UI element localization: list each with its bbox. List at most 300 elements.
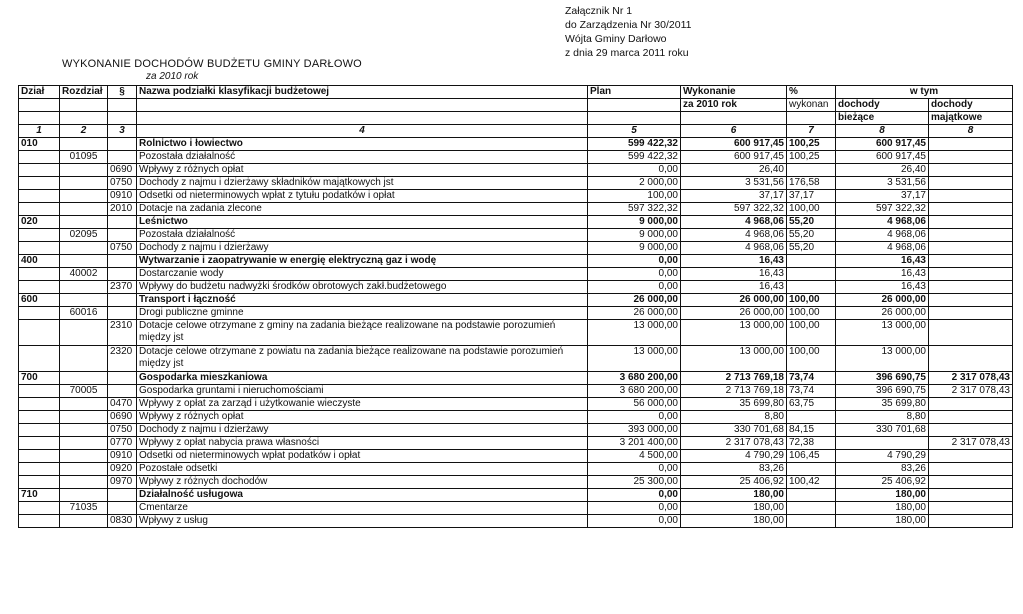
cell-wykonanie: 600 917,45 bbox=[681, 151, 787, 164]
cell-plan: 100,00 bbox=[588, 190, 681, 203]
cell-plan: 3 201 400,00 bbox=[588, 437, 681, 450]
cell-name: Pozostała działalność bbox=[137, 151, 588, 164]
header-dzial: Dział bbox=[19, 86, 60, 99]
cell-rozdzial bbox=[60, 255, 108, 268]
cell-wykonanie: 13 000,00 bbox=[681, 320, 787, 346]
cell-biezace: 25 406,92 bbox=[836, 476, 929, 489]
cell-name: Rolnictwo i łowiectwo bbox=[137, 138, 588, 151]
annex-note bbox=[565, 4, 691, 60]
cell-paragraf bbox=[108, 151, 137, 164]
annex-date: z dnia 29 marca 2011 roku bbox=[565, 47, 689, 59]
table-row bbox=[19, 320, 1013, 346]
header-w-tym: w tym bbox=[836, 86, 1013, 99]
cell-majatkowe bbox=[929, 502, 1013, 515]
cell-plan: 0,00 bbox=[588, 268, 681, 281]
table-row bbox=[19, 385, 1013, 398]
cell-paragraf bbox=[108, 502, 137, 515]
cell-majatkowe: 2 317 078,43 bbox=[929, 437, 1013, 450]
table-row bbox=[19, 463, 1013, 476]
cell-biezace: 4 968,06 bbox=[836, 216, 929, 229]
revenue-table bbox=[18, 85, 1013, 528]
cell-procent: 176,58 bbox=[787, 177, 836, 190]
cell-paragraf bbox=[108, 489, 137, 502]
cell-wykonanie: 600 917,45 bbox=[681, 138, 787, 151]
cell-wykonanie: 4 790,29 bbox=[681, 450, 787, 463]
cell-paragraf: 0830 bbox=[108, 515, 137, 528]
cell-name: Dotacje celowe otrzymane z gminy na zadania bieżące realizowane na podstawie porozumień między jst bbox=[137, 320, 588, 346]
cell-plan: 599 422,32 bbox=[588, 138, 681, 151]
table-row bbox=[19, 229, 1013, 242]
cell-biezace: 600 917,45 bbox=[836, 151, 929, 164]
cell-name: Pozostała działalność bbox=[137, 229, 588, 242]
cell-majatkowe: 2 317 078,43 bbox=[929, 372, 1013, 385]
cell-name: Cmentarze bbox=[137, 502, 588, 515]
column-index: 6 bbox=[681, 125, 787, 138]
header-row bbox=[19, 99, 1013, 112]
cell-dzial bbox=[19, 437, 60, 450]
cell-dzial bbox=[19, 398, 60, 411]
cell-procent: 72,38 bbox=[787, 437, 836, 450]
cell-biezace: 26 000,00 bbox=[836, 294, 929, 307]
cell-dzial bbox=[19, 476, 60, 489]
cell-wykonanie: 26 000,00 bbox=[681, 294, 787, 307]
cell-dzial bbox=[19, 203, 60, 216]
cell-paragraf: 2370 bbox=[108, 281, 137, 294]
cell-procent bbox=[787, 463, 836, 476]
cell-wykonanie: 13 000,00 bbox=[681, 346, 787, 372]
cell-procent: 100,00 bbox=[787, 320, 836, 346]
header-row bbox=[19, 86, 1013, 99]
cell-dzial bbox=[19, 424, 60, 437]
document-title: WYKONANIE DOCHODÓW BUDŻETU GMINY DARŁOWO bbox=[62, 58, 362, 70]
cell-majatkowe bbox=[929, 255, 1013, 268]
cell-name: Gospodarka gruntami i nieruchomościami bbox=[137, 385, 588, 398]
cell-paragraf: 0920 bbox=[108, 463, 137, 476]
cell-plan: 9 000,00 bbox=[588, 216, 681, 229]
cell-biezace: 26,40 bbox=[836, 164, 929, 177]
cell-plan: 13 000,00 bbox=[588, 346, 681, 372]
header-wykonanie-1: Wykonanie bbox=[681, 86, 787, 99]
cell-plan: 0,00 bbox=[588, 281, 681, 294]
cell-paragraf: 2310 bbox=[108, 320, 137, 346]
header-procent-2: wykonan bbox=[787, 99, 836, 112]
cell-plan: 3 680 200,00 bbox=[588, 372, 681, 385]
cell-plan: 9 000,00 bbox=[588, 242, 681, 255]
cell-procent: 63,75 bbox=[787, 398, 836, 411]
cell-wykonanie: 83,26 bbox=[681, 463, 787, 476]
cell-wykonanie: 16,43 bbox=[681, 255, 787, 268]
table-row bbox=[19, 307, 1013, 320]
table-row bbox=[19, 437, 1013, 450]
cell-dzial bbox=[19, 463, 60, 476]
cell-majatkowe bbox=[929, 320, 1013, 346]
cell-name: Leśnictwo bbox=[137, 216, 588, 229]
cell-plan: 9 000,00 bbox=[588, 229, 681, 242]
cell-biezace: 180,00 bbox=[836, 515, 929, 528]
cell-dzial: 010 bbox=[19, 138, 60, 151]
cell-wykonanie: 16,43 bbox=[681, 281, 787, 294]
cell-plan: 56 000,00 bbox=[588, 398, 681, 411]
table-row bbox=[19, 151, 1013, 164]
table-row bbox=[19, 281, 1013, 294]
cell-procent bbox=[787, 502, 836, 515]
cell-biezace: 597 322,32 bbox=[836, 203, 929, 216]
cell-wykonanie: 180,00 bbox=[681, 515, 787, 528]
section-row bbox=[19, 216, 1013, 229]
cell-wykonanie: 2 713 769,18 bbox=[681, 385, 787, 398]
annex-number: Załącznik Nr 1 bbox=[565, 5, 633, 17]
cell-paragraf bbox=[108, 229, 137, 242]
cell-biezace: 13 000,00 bbox=[836, 346, 929, 372]
cell-procent bbox=[787, 255, 836, 268]
cell-biezace: 180,00 bbox=[836, 489, 929, 502]
cell-biezace: 396 690,75 bbox=[836, 372, 929, 385]
cell-paragraf bbox=[108, 385, 137, 398]
cell-procent: 100,00 bbox=[787, 307, 836, 320]
header-majatkowe-2: majątkowe bbox=[929, 112, 1013, 125]
cell-wykonanie: 597 322,32 bbox=[681, 203, 787, 216]
cell-name: Odsetki od nieterminowych wpłat podatków i opłat bbox=[137, 450, 588, 463]
cell-majatkowe bbox=[929, 177, 1013, 190]
cell-plan: 4 500,00 bbox=[588, 450, 681, 463]
cell-name: Transport i łączność bbox=[137, 294, 588, 307]
cell-plan: 0,00 bbox=[588, 164, 681, 177]
cell-name: Wpływy z opłat nabycia prawa własności bbox=[137, 437, 588, 450]
cell-biezace: 180,00 bbox=[836, 502, 929, 515]
cell-biezace bbox=[836, 437, 929, 450]
column-index: 5 bbox=[588, 125, 681, 138]
cell-procent: 37,17 bbox=[787, 190, 836, 203]
cell-biezace: 396 690,75 bbox=[836, 385, 929, 398]
cell-biezace: 330 701,68 bbox=[836, 424, 929, 437]
column-index: 8 bbox=[836, 125, 929, 138]
cell-rozdzial bbox=[60, 398, 108, 411]
table-row bbox=[19, 424, 1013, 437]
cell-plan: 0,00 bbox=[588, 255, 681, 268]
cell-paragraf bbox=[108, 268, 137, 281]
cell-majatkowe bbox=[929, 294, 1013, 307]
cell-procent: 100,00 bbox=[787, 203, 836, 216]
cell-plan: 0,00 bbox=[588, 411, 681, 424]
cell-name: Działalność usługowa bbox=[137, 489, 588, 502]
cell-rozdzial bbox=[60, 411, 108, 424]
header-rozdzial: Rozdział bbox=[60, 86, 108, 99]
cell-plan: 2 000,00 bbox=[588, 177, 681, 190]
cell-majatkowe bbox=[929, 307, 1013, 320]
cell-procent: 100,00 bbox=[787, 346, 836, 372]
table-row bbox=[19, 398, 1013, 411]
column-index-row bbox=[19, 125, 1013, 138]
cell-procent: 73,74 bbox=[787, 385, 836, 398]
cell-procent: 84,15 bbox=[787, 424, 836, 437]
cell-paragraf: 0470 bbox=[108, 398, 137, 411]
section-row bbox=[19, 489, 1013, 502]
cell-plan: 3 680 200,00 bbox=[588, 385, 681, 398]
cell-dzial: 700 bbox=[19, 372, 60, 385]
cell-paragraf bbox=[108, 255, 137, 268]
cell-paragraf: 0910 bbox=[108, 450, 137, 463]
cell-rozdzial bbox=[60, 463, 108, 476]
header-nazwa: Nazwa podziałki klasyfikacji budżetowej bbox=[137, 86, 588, 99]
cell-paragraf: 0690 bbox=[108, 164, 137, 177]
cell-rozdzial bbox=[60, 437, 108, 450]
cell-dzial: 600 bbox=[19, 294, 60, 307]
cell-rozdzial: 01095 bbox=[60, 151, 108, 164]
cell-paragraf: 0690 bbox=[108, 411, 137, 424]
cell-procent: 100,25 bbox=[787, 138, 836, 151]
cell-rozdzial bbox=[60, 138, 108, 151]
cell-procent: 73,74 bbox=[787, 372, 836, 385]
cell-name: Dochody z najmu i dzierżawy bbox=[137, 424, 588, 437]
cell-rozdzial bbox=[60, 177, 108, 190]
cell-rozdzial bbox=[60, 320, 108, 346]
cell-rozdzial bbox=[60, 216, 108, 229]
cell-dzial bbox=[19, 164, 60, 177]
cell-majatkowe bbox=[929, 463, 1013, 476]
cell-procent bbox=[787, 515, 836, 528]
cell-dzial bbox=[19, 320, 60, 346]
annex-regulation: do Zarządzenia Nr 30/2011 bbox=[565, 19, 692, 31]
cell-name: Gospodarka mieszkaniowa bbox=[137, 372, 588, 385]
cell-procent: 55,20 bbox=[787, 242, 836, 255]
cell-dzial bbox=[19, 242, 60, 255]
cell-rozdzial bbox=[60, 489, 108, 502]
cell-wykonanie: 26 000,00 bbox=[681, 307, 787, 320]
column-index: 7 bbox=[787, 125, 836, 138]
cell-procent bbox=[787, 268, 836, 281]
table-row bbox=[19, 203, 1013, 216]
cell-rozdzial bbox=[60, 281, 108, 294]
cell-name: Wpływy z usług bbox=[137, 515, 588, 528]
cell-majatkowe bbox=[929, 398, 1013, 411]
cell-majatkowe bbox=[929, 151, 1013, 164]
cell-biezace: 3 531,56 bbox=[836, 177, 929, 190]
cell-dzial bbox=[19, 190, 60, 203]
section-row bbox=[19, 255, 1013, 268]
cell-biezace: 37,17 bbox=[836, 190, 929, 203]
cell-biezace: 16,43 bbox=[836, 281, 929, 294]
cell-dzial bbox=[19, 307, 60, 320]
cell-paragraf: 2320 bbox=[108, 346, 137, 372]
cell-plan: 25 300,00 bbox=[588, 476, 681, 489]
cell-name: Dotacje na zadania zlecone bbox=[137, 203, 588, 216]
cell-name: Wpływy z różnych opłat bbox=[137, 411, 588, 424]
column-index: 1 bbox=[19, 125, 60, 138]
cell-biezace: 16,43 bbox=[836, 268, 929, 281]
cell-dzial bbox=[19, 411, 60, 424]
cell-biezace: 4 790,29 bbox=[836, 450, 929, 463]
cell-name: Wpływy z różnych opłat bbox=[137, 164, 588, 177]
cell-dzial: 400 bbox=[19, 255, 60, 268]
cell-rozdzial: 02095 bbox=[60, 229, 108, 242]
table-row bbox=[19, 242, 1013, 255]
cell-majatkowe bbox=[929, 164, 1013, 177]
cell-rozdzial bbox=[60, 346, 108, 372]
cell-majatkowe bbox=[929, 203, 1013, 216]
cell-dzial bbox=[19, 502, 60, 515]
cell-paragraf: 0750 bbox=[108, 177, 137, 190]
column-index: 3 bbox=[108, 125, 137, 138]
cell-name: Odsetki od nieterminowych wpłat z tytułu podatków i opłat bbox=[137, 190, 588, 203]
cell-plan: 0,00 bbox=[588, 463, 681, 476]
table-row bbox=[19, 190, 1013, 203]
table-row bbox=[19, 450, 1013, 463]
cell-paragraf bbox=[108, 372, 137, 385]
cell-plan: 393 000,00 bbox=[588, 424, 681, 437]
cell-name: Dostarczanie wody bbox=[137, 268, 588, 281]
cell-procent bbox=[787, 411, 836, 424]
cell-procent: 55,20 bbox=[787, 229, 836, 242]
cell-paragraf: 0770 bbox=[108, 437, 137, 450]
cell-wykonanie: 180,00 bbox=[681, 489, 787, 502]
cell-wykonanie: 4 968,06 bbox=[681, 229, 787, 242]
cell-majatkowe bbox=[929, 424, 1013, 437]
cell-biezace: 26 000,00 bbox=[836, 307, 929, 320]
cell-majatkowe bbox=[929, 138, 1013, 151]
table-row bbox=[19, 515, 1013, 528]
cell-majatkowe bbox=[929, 281, 1013, 294]
cell-biezace: 35 699,80 bbox=[836, 398, 929, 411]
cell-rozdzial bbox=[60, 190, 108, 203]
cell-dzial bbox=[19, 268, 60, 281]
cell-name: Dochody z najmu i dzierżawy składników majątkowych jst bbox=[137, 177, 588, 190]
table-row bbox=[19, 476, 1013, 489]
cell-majatkowe bbox=[929, 346, 1013, 372]
cell-paragraf bbox=[108, 216, 137, 229]
cell-name: Wpływy z różnych dochodów bbox=[137, 476, 588, 489]
cell-majatkowe: 2 317 078,43 bbox=[929, 385, 1013, 398]
cell-dzial: 710 bbox=[19, 489, 60, 502]
cell-paragraf: 0970 bbox=[108, 476, 137, 489]
cell-paragraf bbox=[108, 138, 137, 151]
cell-dzial bbox=[19, 177, 60, 190]
column-index: 8 bbox=[929, 125, 1013, 138]
cell-wykonanie: 4 968,06 bbox=[681, 216, 787, 229]
cell-wykonanie: 2 713 769,18 bbox=[681, 372, 787, 385]
cell-dzial bbox=[19, 229, 60, 242]
cell-dzial bbox=[19, 346, 60, 372]
header-paragraf: § bbox=[108, 86, 137, 99]
cell-paragraf: 2010 bbox=[108, 203, 137, 216]
cell-biezace: 8,80 bbox=[836, 411, 929, 424]
cell-procent: 100,42 bbox=[787, 476, 836, 489]
cell-biezace: 83,26 bbox=[836, 463, 929, 476]
cell-procent: 55,20 bbox=[787, 216, 836, 229]
cell-name: Pozostałe odsetki bbox=[137, 463, 588, 476]
cell-name: Drogi publiczne gminne bbox=[137, 307, 588, 320]
cell-rozdzial bbox=[60, 424, 108, 437]
cell-paragraf: 0750 bbox=[108, 424, 137, 437]
cell-wykonanie: 25 406,92 bbox=[681, 476, 787, 489]
cell-rozdzial bbox=[60, 203, 108, 216]
cell-plan: 26 000,00 bbox=[588, 294, 681, 307]
cell-plan: 597 322,32 bbox=[588, 203, 681, 216]
cell-plan: 599 422,32 bbox=[588, 151, 681, 164]
header-row bbox=[19, 112, 1013, 125]
cell-rozdzial bbox=[60, 294, 108, 307]
table-row bbox=[19, 346, 1013, 372]
cell-majatkowe bbox=[929, 216, 1013, 229]
table-row bbox=[19, 268, 1013, 281]
cell-wykonanie: 180,00 bbox=[681, 502, 787, 515]
cell-biezace: 16,43 bbox=[836, 255, 929, 268]
cell-majatkowe bbox=[929, 268, 1013, 281]
cell-dzial bbox=[19, 515, 60, 528]
cell-paragraf bbox=[108, 307, 137, 320]
cell-plan: 26 000,00 bbox=[588, 307, 681, 320]
cell-procent bbox=[787, 281, 836, 294]
cell-paragraf bbox=[108, 294, 137, 307]
cell-rozdzial: 70005 bbox=[60, 385, 108, 398]
cell-dzial bbox=[19, 385, 60, 398]
cell-rozdzial: 40002 bbox=[60, 268, 108, 281]
header-procent-1: % bbox=[787, 86, 836, 99]
cell-plan: 0,00 bbox=[588, 515, 681, 528]
document-subtitle: za 2010 rok bbox=[146, 71, 199, 82]
cell-rozdzial bbox=[60, 450, 108, 463]
cell-procent bbox=[787, 489, 836, 502]
header-plan: Plan bbox=[588, 86, 681, 99]
column-index: 2 bbox=[60, 125, 108, 138]
cell-wykonanie: 16,43 bbox=[681, 268, 787, 281]
cell-biezace: 4 968,06 bbox=[836, 229, 929, 242]
cell-dzial bbox=[19, 281, 60, 294]
cell-rozdzial bbox=[60, 372, 108, 385]
cell-rozdzial bbox=[60, 515, 108, 528]
header-wykonanie-2: za 2010 rok bbox=[681, 99, 787, 112]
cell-name: Dochody z najmu i dzierżawy bbox=[137, 242, 588, 255]
cell-majatkowe bbox=[929, 229, 1013, 242]
section-row bbox=[19, 372, 1013, 385]
cell-majatkowe bbox=[929, 515, 1013, 528]
cell-majatkowe bbox=[929, 489, 1013, 502]
cell-wykonanie: 4 968,06 bbox=[681, 242, 787, 255]
cell-majatkowe bbox=[929, 242, 1013, 255]
cell-rozdzial: 60016 bbox=[60, 307, 108, 320]
cell-dzial bbox=[19, 151, 60, 164]
cell-rozdzial bbox=[60, 476, 108, 489]
cell-plan: 13 000,00 bbox=[588, 320, 681, 346]
table-row bbox=[19, 177, 1013, 190]
cell-procent bbox=[787, 164, 836, 177]
cell-biezace: 13 000,00 bbox=[836, 320, 929, 346]
cell-name: Dotacje celowe otrzymane z powiatu na zadania bieżące realizowane na podstawie porozumień między jst bbox=[137, 346, 588, 372]
cell-name: Wpływy do budżetu nadwyżki środków obrotowych zakł.budżetowego bbox=[137, 281, 588, 294]
cell-wykonanie: 3 531,56 bbox=[681, 177, 787, 190]
cell-rozdzial: 71035 bbox=[60, 502, 108, 515]
cell-rozdzial bbox=[60, 164, 108, 177]
cell-majatkowe bbox=[929, 450, 1013, 463]
cell-plan: 0,00 bbox=[588, 489, 681, 502]
cell-dzial: 020 bbox=[19, 216, 60, 229]
cell-biezace: 600 917,45 bbox=[836, 138, 929, 151]
header-biezace-1: dochody bbox=[836, 99, 929, 112]
column-index: 4 bbox=[137, 125, 588, 138]
cell-dzial bbox=[19, 450, 60, 463]
cell-paragraf: 0910 bbox=[108, 190, 137, 203]
cell-majatkowe bbox=[929, 411, 1013, 424]
cell-procent: 100,25 bbox=[787, 151, 836, 164]
cell-plan: 0,00 bbox=[588, 502, 681, 515]
cell-name: Wpływy z opłat za zarząd i użytkowanie wieczyste bbox=[137, 398, 588, 411]
cell-wykonanie: 8,80 bbox=[681, 411, 787, 424]
header-majatkowe-1: dochody bbox=[929, 99, 1013, 112]
table-row bbox=[19, 164, 1013, 177]
cell-wykonanie: 2 317 078,43 bbox=[681, 437, 787, 450]
table-row bbox=[19, 502, 1013, 515]
cell-procent: 100,00 bbox=[787, 294, 836, 307]
cell-paragraf: 0750 bbox=[108, 242, 137, 255]
